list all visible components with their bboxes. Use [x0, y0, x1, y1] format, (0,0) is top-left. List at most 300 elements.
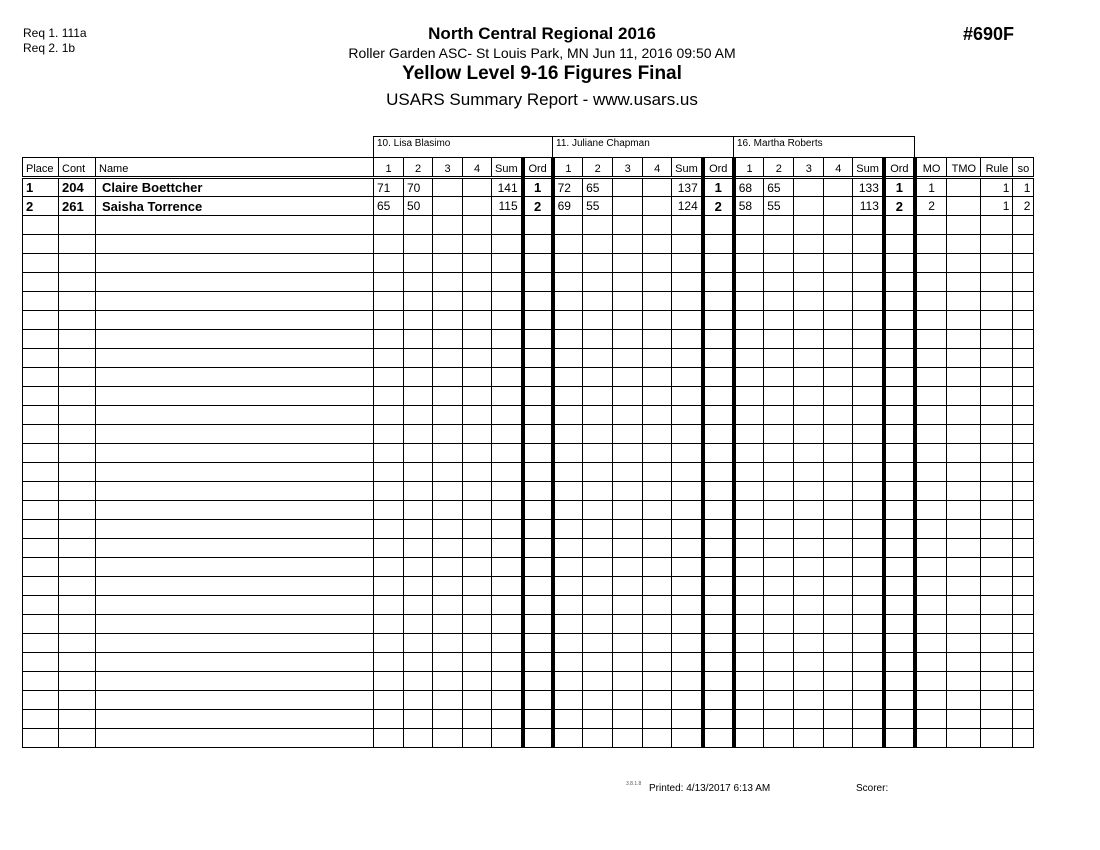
judge1-s1-cell [374, 349, 404, 368]
judge2-sum-cell [672, 691, 703, 710]
empty-row [23, 349, 1034, 368]
judge3-s2-cell [764, 463, 794, 482]
judge3-s2-cell [764, 539, 794, 558]
judge3-sum-cell [853, 292, 884, 311]
empty-row [23, 558, 1034, 577]
judge2-s1-cell [553, 672, 583, 691]
so-cell [1013, 729, 1034, 748]
mo-cell [915, 615, 947, 634]
judge1-s3-cell [433, 729, 463, 748]
judge1-s3-cell [433, 292, 463, 311]
judge2-s2-cell [583, 444, 613, 463]
judge3-s2-cell [764, 615, 794, 634]
judge2-s2-cell [583, 330, 613, 349]
judge1-s4-cell [463, 235, 492, 254]
judge1-s3-cell [433, 349, 463, 368]
judge2-s4-cell [643, 216, 672, 235]
judge2-s3-cell [613, 653, 643, 672]
empty-row [23, 292, 1034, 311]
judge3-s2-cell [764, 691, 794, 710]
judge1-s2-cell [404, 387, 433, 406]
judge1-sum-cell [492, 425, 523, 444]
mo-cell [915, 558, 947, 577]
place-cell [23, 520, 59, 539]
name-cell [96, 596, 374, 615]
empty-row [23, 311, 1034, 330]
judge3-s4-cell [824, 406, 853, 425]
judge3-sum-cell [853, 596, 884, 615]
judge2-s2-cell [583, 691, 613, 710]
judge3-s3-cell [794, 501, 824, 520]
cont-cell [59, 330, 96, 349]
judge1-s1-cell [374, 520, 404, 539]
judge1-s1-cell [374, 425, 404, 444]
judge3-s3-cell [794, 520, 824, 539]
so-cell [1013, 520, 1034, 539]
judge1-s1-cell [374, 406, 404, 425]
judge3-s4-cell [824, 311, 853, 330]
judge2-s1-cell [553, 387, 583, 406]
judge1-ord-cell [523, 216, 553, 235]
rule-cell [981, 311, 1013, 330]
mo-cell [915, 235, 947, 254]
empty-row [23, 330, 1034, 349]
judge1-sum-cell: 115 [492, 197, 523, 216]
judge3-s3-cell [794, 197, 824, 216]
judge1-sum-cell [492, 235, 523, 254]
judge3-s1-cell [734, 596, 764, 615]
judge1-ord-cell [523, 406, 553, 425]
so-cell: 1 [1013, 178, 1034, 197]
judge2-s3-cell [613, 387, 643, 406]
judge2-s3-cell [613, 520, 643, 539]
judge3-s1-cell [734, 710, 764, 729]
judge3-s3-cell [794, 691, 824, 710]
judge2-sum-cell [672, 273, 703, 292]
judge3-s4-cell [824, 425, 853, 444]
judge2-sum-cell [672, 444, 703, 463]
judge2-s3-cell [613, 273, 643, 292]
judge3-sum-cell [853, 387, 884, 406]
so-cell [1013, 368, 1034, 387]
judge1-sum-cell [492, 387, 523, 406]
judge1-sum-cell [492, 672, 523, 691]
place-cell [23, 672, 59, 691]
so-cell [1013, 710, 1034, 729]
judge2-sum-cell [672, 596, 703, 615]
tmo-cell [947, 197, 981, 216]
judge1-s1-cell [374, 463, 404, 482]
judge3-s3-cell [794, 729, 824, 748]
judge2-s3-cell [613, 463, 643, 482]
judge1-ord-cell [523, 577, 553, 596]
column-header-row [23, 158, 1034, 178]
judge2-s2-cell [583, 425, 613, 444]
judge2-s4-cell [643, 501, 672, 520]
judge2-s4-cell [643, 615, 672, 634]
judge2-s3-cell [613, 178, 643, 197]
rule-cell [981, 368, 1013, 387]
judge1-s1-cell: 71 [374, 178, 404, 197]
judge2-s4-cell [643, 235, 672, 254]
name-cell [96, 558, 374, 577]
rule-cell [981, 710, 1013, 729]
judge2-s3-cell [613, 691, 643, 710]
judge3-s1-cell [734, 539, 764, 558]
so-cell [1013, 558, 1034, 577]
col-mo: MO [915, 158, 947, 178]
judge2-ord-cell [703, 349, 734, 368]
judge2-ord-cell [703, 235, 734, 254]
judge2-s3-cell [613, 558, 643, 577]
judge2-sum-cell [672, 235, 703, 254]
judge1-s3-cell [433, 615, 463, 634]
cont-cell [59, 273, 96, 292]
place-cell [23, 311, 59, 330]
judge1-s3-cell [433, 653, 463, 672]
place-cell [23, 596, 59, 615]
judge1-ord-cell [523, 311, 553, 330]
judge3-s3-cell [794, 634, 824, 653]
judge3-sum-cell [853, 577, 884, 596]
col-name: Name [96, 158, 374, 178]
judge1-s2-cell [404, 634, 433, 653]
judge1-s1-cell [374, 501, 404, 520]
judge3-s3-cell [794, 235, 824, 254]
judge3-s3-cell [794, 330, 824, 349]
so-cell [1013, 444, 1034, 463]
judge3-s3-cell [794, 254, 824, 273]
judge2-sum-cell [672, 368, 703, 387]
judge2-s2-cell [583, 577, 613, 596]
judge1-s3-cell [433, 501, 463, 520]
judge2-s2-cell: 65 [583, 178, 613, 197]
judge2-s1-cell [553, 273, 583, 292]
judge3-s2-cell [764, 596, 794, 615]
judge3-s4-cell [824, 520, 853, 539]
empty-row [23, 463, 1034, 482]
judge2-sum-cell [672, 425, 703, 444]
judge2-s4-cell [643, 672, 672, 691]
cont-cell [59, 501, 96, 520]
judge2-s4-cell [643, 482, 672, 501]
judge3-ord-cell [884, 653, 915, 672]
place-cell [23, 273, 59, 292]
judge2-s4-cell [643, 710, 672, 729]
judge3-ord-cell [884, 539, 915, 558]
judge2-s3-cell [613, 577, 643, 596]
judge2-s2-cell [583, 216, 613, 235]
rule-cell [981, 729, 1013, 748]
empty-row [23, 368, 1034, 387]
empty-row [23, 729, 1034, 748]
judge2-ord-cell [703, 387, 734, 406]
judge1-s4-cell [463, 482, 492, 501]
tmo-cell [947, 330, 981, 349]
judge3-s4-cell [824, 596, 853, 615]
judge1-s3-cell [433, 577, 463, 596]
judge2-sum-cell [672, 520, 703, 539]
name-cell [96, 425, 374, 444]
judge1-s4-cell [463, 425, 492, 444]
place-cell [23, 653, 59, 672]
judge1-s2-cell [404, 406, 433, 425]
so-cell [1013, 653, 1034, 672]
rule-cell [981, 520, 1013, 539]
judge1-ord-cell [523, 634, 553, 653]
empty-row [23, 482, 1034, 501]
judge2-s3-cell [613, 330, 643, 349]
judge1-ord-cell [523, 615, 553, 634]
judge3-s2-cell: 55 [764, 197, 794, 216]
judge3-s4-cell [824, 444, 853, 463]
tmo-cell [947, 292, 981, 311]
judge3-s4-cell [824, 463, 853, 482]
judge2-ord-cell [703, 311, 734, 330]
so-cell [1013, 501, 1034, 520]
judge1-s1-cell [374, 330, 404, 349]
judge3-s1-cell [734, 216, 764, 235]
judge2-s3-cell [613, 406, 643, 425]
judge2-s2-cell [583, 406, 613, 425]
judge2-s1-cell [553, 330, 583, 349]
cont-cell [59, 311, 96, 330]
judge2-s1-cell [553, 653, 583, 672]
name-cell [96, 330, 374, 349]
empty-row [23, 672, 1034, 691]
judge3-s4-cell [824, 235, 853, 254]
judge3-ord-cell [884, 254, 915, 273]
judge2-sum-cell [672, 634, 703, 653]
mo-cell [915, 634, 947, 653]
judge3-ord-cell [884, 330, 915, 349]
tmo-cell [947, 444, 981, 463]
judge2-s2-cell [583, 539, 613, 558]
judge3-s2-cell [764, 444, 794, 463]
empty-row [23, 216, 1034, 235]
judge3-s3-cell [794, 368, 824, 387]
judge1-s3-cell [433, 330, 463, 349]
judge1-s2-cell [404, 710, 433, 729]
col-j1-2: 2 [404, 158, 433, 178]
rule-cell [981, 482, 1013, 501]
judge3-s3-cell [794, 577, 824, 596]
judge3-s2-cell [764, 482, 794, 501]
name-cell [96, 520, 374, 539]
rule-cell [981, 254, 1013, 273]
judge1-s1-cell [374, 558, 404, 577]
judge2-s2-cell: 55 [583, 197, 613, 216]
judge2-s3-cell [613, 615, 643, 634]
cont-cell [59, 425, 96, 444]
tmo-cell [947, 273, 981, 292]
place-cell [23, 577, 59, 596]
judge2-s3-cell [613, 292, 643, 311]
judge3-s2-cell [764, 653, 794, 672]
mo-cell [915, 691, 947, 710]
judge2-ord-cell: 2 [703, 197, 734, 216]
judge3-sum-cell [853, 330, 884, 349]
judge1-ord-cell [523, 292, 553, 311]
cont-cell: 261 [59, 197, 96, 216]
so-cell [1013, 577, 1034, 596]
mo-cell [915, 653, 947, 672]
judge3-s2-cell [764, 501, 794, 520]
judge2-s1-cell [553, 710, 583, 729]
judge2-s1-cell [553, 539, 583, 558]
judge1-s1-cell [374, 596, 404, 615]
judge2-ord-cell [703, 330, 734, 349]
judge2-s3-cell [613, 729, 643, 748]
judge2-sum-cell [672, 482, 703, 501]
judge3-sum-cell [853, 406, 884, 425]
mo-cell [915, 520, 947, 539]
judge3-s3-cell [794, 216, 824, 235]
judge1-ord-cell: 1 [523, 178, 553, 197]
judge2-s4-cell [643, 311, 672, 330]
judge3-sum-cell [853, 558, 884, 577]
judge1-sum-cell [492, 520, 523, 539]
judge1-sum-cell [492, 691, 523, 710]
judge1-s4-cell [463, 330, 492, 349]
tmo-cell [947, 653, 981, 672]
name-cell [96, 216, 374, 235]
judge3-s1-cell [734, 292, 764, 311]
judge2-ord-cell [703, 501, 734, 520]
judge3-s3-cell [794, 596, 824, 615]
judge1-s4-cell [463, 520, 492, 539]
judge1-s3-cell [433, 311, 463, 330]
judge3-ord-cell [884, 596, 915, 615]
judge2-sum-cell [672, 311, 703, 330]
judge1-s1-cell: 65 [374, 197, 404, 216]
name-cell [96, 387, 374, 406]
judge1-s4-cell [463, 672, 492, 691]
judge3-sum-cell: 133 [853, 178, 884, 197]
judge3-ord-cell [884, 710, 915, 729]
judge2-s2-cell [583, 520, 613, 539]
judge3-s3-cell [794, 615, 824, 634]
judge1-s4-cell [463, 387, 492, 406]
col-j1-sum: Sum [492, 158, 523, 178]
rule-cell [981, 425, 1013, 444]
name-cell [96, 273, 374, 292]
judge3-ord-cell [884, 444, 915, 463]
cont-cell [59, 406, 96, 425]
judge2-s4-cell [643, 349, 672, 368]
col-tmo: TMO [947, 158, 981, 178]
software-version: 3.8.1.8 [626, 781, 642, 787]
so-cell [1013, 615, 1034, 634]
judge2-s1-cell [553, 406, 583, 425]
judge3-s2-cell [764, 235, 794, 254]
judge1-ord-cell [523, 425, 553, 444]
judge3-sum-cell [853, 273, 884, 292]
judge2-s1-cell [553, 615, 583, 634]
col-j3-sum: Sum [853, 158, 884, 178]
tmo-cell [947, 577, 981, 596]
judge2-s4-cell [643, 558, 672, 577]
judge2-s1-cell [553, 596, 583, 615]
judge2-sum-cell [672, 292, 703, 311]
judge1-ord-cell [523, 653, 553, 672]
judge1-sum-cell [492, 615, 523, 634]
cont-cell [59, 615, 96, 634]
name-cell [96, 729, 374, 748]
judge1-s3-cell [433, 444, 463, 463]
judge1-sum-cell [492, 596, 523, 615]
judge2-ord-cell [703, 292, 734, 311]
judge2-sum-cell [672, 406, 703, 425]
place-cell: 1 [23, 178, 59, 197]
cont-cell [59, 349, 96, 368]
name-cell [96, 672, 374, 691]
judge1-s2-cell [404, 501, 433, 520]
col-place: Place [23, 158, 59, 178]
judge1-s1-cell [374, 691, 404, 710]
name-cell [96, 311, 374, 330]
judge1-s1-cell [374, 216, 404, 235]
tmo-cell [947, 254, 981, 273]
judge2-sum-cell [672, 216, 703, 235]
judge1-s2-cell [404, 463, 433, 482]
judge1-s1-cell [374, 634, 404, 653]
judge2-ord-cell [703, 273, 734, 292]
judge3-ord-cell [884, 406, 915, 425]
judge3-s4-cell [824, 577, 853, 596]
judge3-s1-cell [734, 482, 764, 501]
col-j1-3: 3 [433, 158, 463, 178]
judge2-ord-cell [703, 729, 734, 748]
cont-cell [59, 596, 96, 615]
judge1-s4-cell [463, 653, 492, 672]
judge2-s2-cell [583, 292, 613, 311]
judge2-ord-cell [703, 444, 734, 463]
tmo-cell [947, 634, 981, 653]
cont-cell [59, 387, 96, 406]
judge2-s1-cell [553, 425, 583, 444]
judge1-s3-cell [433, 672, 463, 691]
judge2-s1-cell [553, 577, 583, 596]
judge3-s3-cell [794, 349, 824, 368]
judge1-s3-cell [433, 273, 463, 292]
judge3-s4-cell [824, 197, 853, 216]
judge3-ord-cell [884, 634, 915, 653]
place-cell [23, 216, 59, 235]
event-code: #690F [963, 24, 1015, 44]
so-cell [1013, 349, 1034, 368]
place-cell [23, 615, 59, 634]
cont-cell [59, 653, 96, 672]
rule-cell [981, 349, 1013, 368]
judge2-s4-cell [643, 463, 672, 482]
judge2-s4-cell [643, 691, 672, 710]
judge1-s1-cell [374, 710, 404, 729]
judge1-ord-cell [523, 273, 553, 292]
judge2-sum-cell [672, 539, 703, 558]
judge1-sum-cell [492, 330, 523, 349]
rule-cell [981, 235, 1013, 254]
judge2-s3-cell [613, 710, 643, 729]
empty-row [23, 254, 1034, 273]
judge1-s3-cell [433, 254, 463, 273]
judge1-s1-cell [374, 368, 404, 387]
judge1-sum-cell [492, 273, 523, 292]
judge2-s1-cell [553, 520, 583, 539]
cont-cell: 204 [59, 178, 96, 197]
name-cell [96, 501, 374, 520]
judge1-ord-cell [523, 482, 553, 501]
